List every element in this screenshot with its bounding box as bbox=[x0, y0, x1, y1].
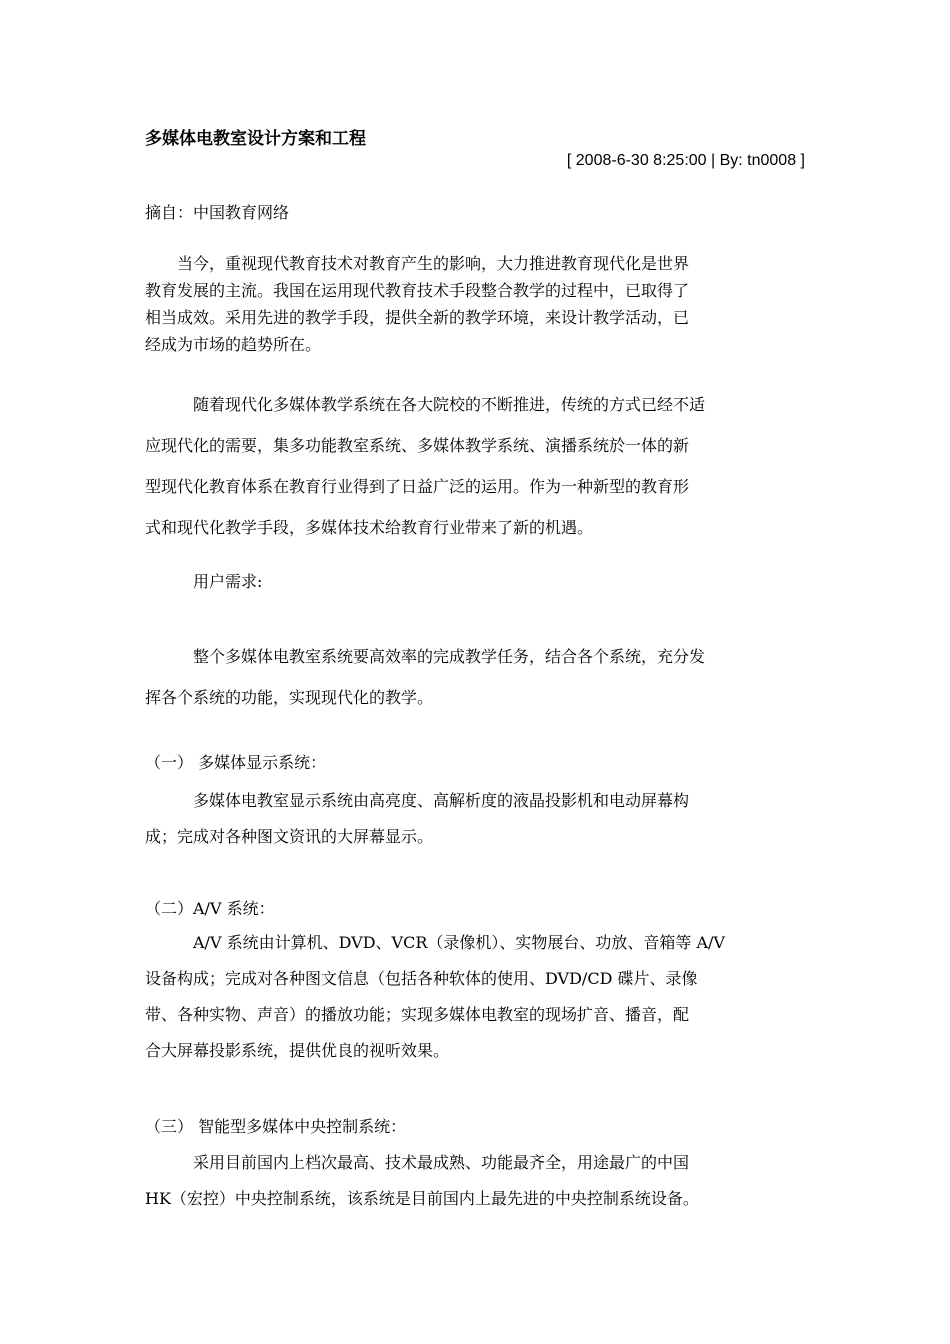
text-line: 合大屏幕投影系统，提供优良的视听效果。 bbox=[145, 1041, 450, 1060]
intro-paragraph bbox=[145, 250, 810, 358]
text-line: 采用目前国内上档次最高、技术最成熟、功能最齐全，用途最广的中国 bbox=[193, 1153, 690, 1172]
requirements-heading: 用户需求: bbox=[193, 572, 263, 591]
document-title: 多媒体电教室设计方案和工程 bbox=[145, 129, 366, 149]
text-line: 挥各个系统的功能，实现现代化的教学。 bbox=[145, 688, 434, 707]
text-line: 当今，重视现代教育技术对教育产生的影响，大力推进教育现代化是世界 bbox=[177, 254, 690, 273]
text-line: 应现代化的需要，集多功能教室系统、多媒体教学系统、演播系统於一体的新 bbox=[145, 436, 690, 455]
text-line: HK（宏控）中央控制系统，该系统是目前国内上最先进的中央控制系统设备。 bbox=[145, 1189, 699, 1208]
text-line: 教育发展的主流。我国在运用现代教育技术手段整合教学的过程中，已取得了 bbox=[145, 281, 690, 300]
post-meta: [ 2008-6-30 8:25:00 | By: tn0008 ] bbox=[566, 152, 805, 169]
background-paragraph bbox=[145, 384, 810, 548]
text-line: 设备构成；完成对各种图文信息（包括各种软体的使用、DVD/CD 碟片、录像 bbox=[145, 969, 698, 988]
text-line: 经成为市场的趋势所在。 bbox=[145, 335, 322, 354]
section-body-control bbox=[145, 1145, 810, 1217]
source-line: 摘自：中国教育网络 bbox=[145, 203, 290, 222]
text-line: 多媒体电教室显示系统由高亮度、高解析度的液晶投影机和电动屏幕构 bbox=[193, 791, 690, 810]
text-line: A/V 系统由计算机、DVD、VCR（录像机）、实物展台、功放、音箱等 A/V bbox=[193, 933, 725, 952]
text-line: 成；完成对各种图文资讯的大屏幕显示。 bbox=[145, 827, 434, 846]
section-heading-av: （二）A/V 系统： bbox=[145, 899, 275, 918]
text-line: 型现代化教育体系在教育行业得到了日益广泛的运用。作为一种新型的教育形 bbox=[145, 477, 690, 496]
text-line: 整个多媒体电教室系统要高效率的完成教学任务，结合各个系统，充分发 bbox=[193, 647, 706, 666]
section-body-display bbox=[145, 783, 810, 855]
text-line: 带、各种实物、声音）的播放功能；实现多媒体电教室的现场扩音、播音，配 bbox=[145, 1005, 690, 1024]
section-heading-display: （一） 多媒体显示系统： bbox=[145, 753, 327, 772]
section-body-av bbox=[145, 925, 810, 1069]
section-heading-control: （三） 智能型多媒体中央控制系统： bbox=[145, 1117, 407, 1136]
requirements-paragraph bbox=[145, 636, 810, 718]
text-line: 式和现代化教学手段，多媒体技术给教育行业带来了新的机遇。 bbox=[145, 518, 594, 537]
text-line: 相当成效。采用先进的教学手段，提供全新的教学环境，来设计教学活动，已 bbox=[145, 308, 690, 327]
text-line: 随着现代化多媒体教学系统在各大院校的不断推进，传统的方式已经不适 bbox=[193, 395, 706, 414]
